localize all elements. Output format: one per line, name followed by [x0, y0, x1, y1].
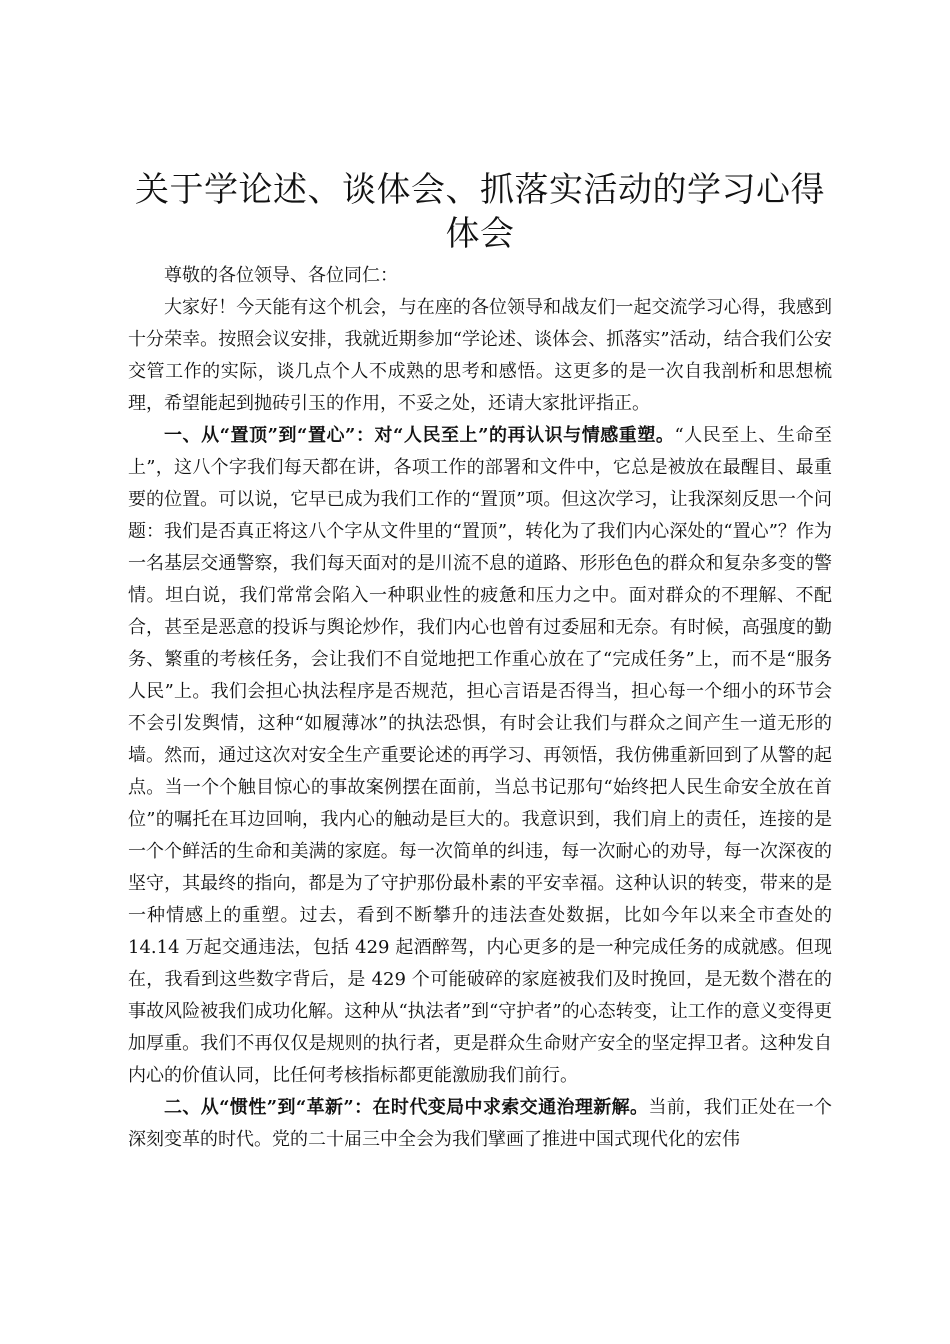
section-1-body: “人民至上、生命至上”，这八个字我们每天都在讲，各项工作的部署和文件中，它总是被放在最醒目、最重要的位置。可以说，它早已成为我们工作的“置顶”项。但这次学习，让我深刻反思一个问题：我们是否真正将这八个字从文件里的“置顶”，转化为了我们内心深处的“置心”？作为一名基层交通警察，我们每天面对的是川流不息的道路、形形色色的群众和复杂多变的警情。坦白说，我们常常会陷入一种职业性的疲惫和压力之中。面对群众的不理解、不配合，甚至是恶意的投诉与舆论炒作，我们内心也曾有过委屈和无奈。有时候，高强度的勤务、繁重的考核任务，会让我们不自觉地把工作重心放在了“完成任务”上，而不是“服务人民”上。我们会担心执法程序是否规范，担心言语是否得当，担心每一个细小的环节会不会引发舆情，这种“如履薄冰”的执法恐惧，有时会让我们与群众之间产生一道无形的墙。然而，通过这次对安全生产重要论述的再学习、再领悟，我仿佛重新回到了从警的起点。当一个个触目惊心的事故案例摆在面前，当总书记那句“始终把人民生命安全放在首位”的嘱托在耳边回响，我内心的触动是巨大的。我意识到，我们肩上的责任，连接的是一个个鲜活的生命和美满的家庭。每一次简单的纠违，每一次耐心的劝导，每一次深夜的坚守，其最终的指向，都是为了守护那份最朴素的平安幸福。这种认识的转变，带来的是一种情感上的重塑。过去，看到不断攀升的违法查处数据，比如今年以来全市查处的 14.14 万起交通违法，包括 429 起酒醉驾，内心更多的是一种完成任务的成就感。但现在，我看到这些数字背后，是 429 个可能破碎的家庭被我们及时挽回，是无数个潜在的事故风险被我们成功化解。这种从“执法者”到“守护者”的心态转变，让工作的意义变得更加厚重。我们不再仅仅是规则的执行者，更是群众生命财产安全的坚定捍卫者。这种发自内心的价值认同，比任何考核指标都更能激励我们前行。	[128, 425, 833, 1086]
section-1-heading: 一、从“置顶”到“置心”：对“人民至上”的再认识与情感重塑。	[164, 425, 675, 446]
intro-paragraph: 大家好！今天能有这个机会，与在座的各位领导和战友们一起交流学习心得，我感到十分荣幸。按照会议安排，我就近期参加“学论述、谈体会、抓落实”活动，结合我们公安交管工作的实际，谈几点个人不成熟的思考和感悟。这更多的是一次自我剖析和思想梳理，希望能起到抛砖引玉的作用，不妥之处，还请大家批评指正。	[128, 297, 832, 414]
section-2-heading: 二、从“惯性”到“革新”：在时代变局中求索交通治理新解。	[164, 1097, 649, 1118]
section-2-body: 当前，我们正处在一个深刻变革的时代。党的二十届三中全会为我们擘画了推进中国式现代化的宏伟	[128, 1097, 832, 1150]
section-2-paragraph	[128, 1092, 832, 1156]
document-title: 关于学论述、谈体会、抓落实活动的学习心得体会	[135, 170, 825, 254]
document-page	[128, 168, 832, 1156]
section-1-paragraph	[128, 420, 832, 1092]
salutation: 尊敬的各位领导、各位同仁：	[164, 265, 398, 286]
